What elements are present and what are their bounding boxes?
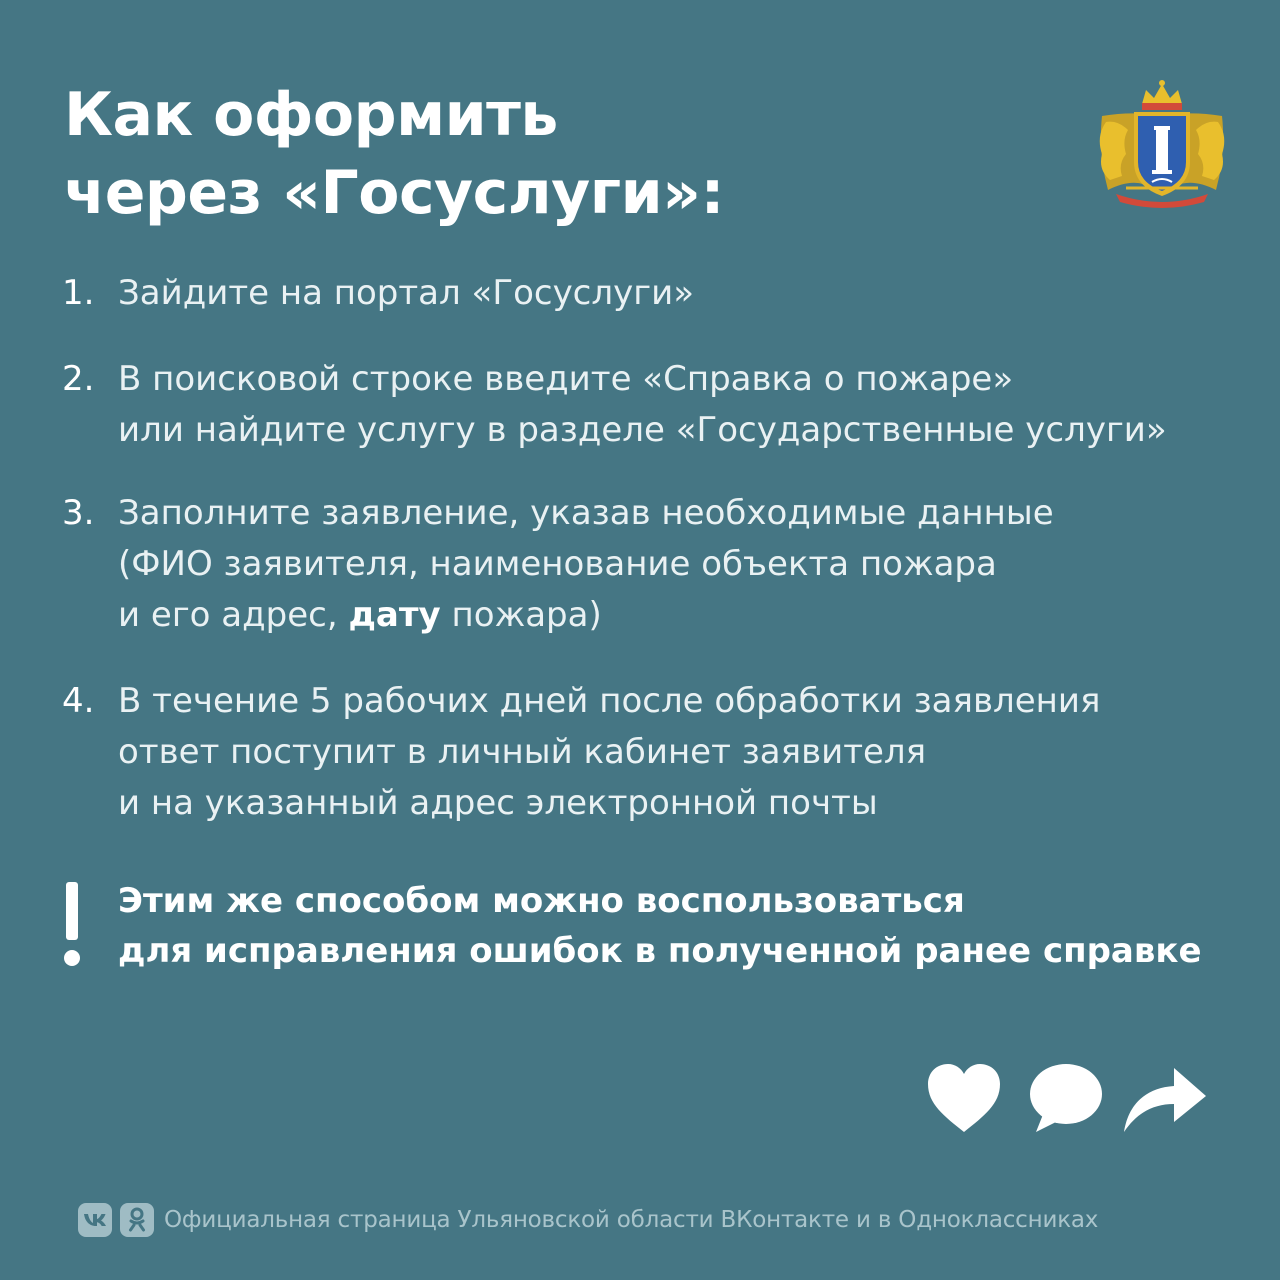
title-line-1: Как оформить (64, 80, 558, 150)
step-number: 1. (62, 273, 95, 313)
step-text: Заполните заявление, указав необходимые данные (ФИО заявителя, наименование объекта пожара и его адрес, дату пожара) (118, 493, 1054, 635)
note-text: Этим же способом можно воспользоваться для исправления ошибок в полученной ранее справке (118, 881, 1202, 971)
post-actions (920, 1060, 1220, 1140)
step-text: В течение 5 рабочих дней после обработки заявления ответ поступит в личный кабинет заявителя и на указанный адрес электронной почты (118, 681, 1101, 823)
share-arrow-icon[interactable] (1120, 1060, 1210, 1136)
step-text: В поисковой строке введите «Справка о пожаре» или найдите услугу в разделе «Государственные услуги» (118, 359, 1167, 450)
odnoklassniki-logo-icon[interactable] (120, 1203, 154, 1237)
exclamation-icon (56, 876, 88, 972)
footer (78, 1200, 1098, 1240)
title-line-2: через «Госуслуги»: (64, 158, 724, 228)
step-number: 2. (62, 359, 95, 399)
step-text: Зайдите на портал «Госуслуги» (118, 273, 694, 313)
step-number: 4. (62, 681, 95, 721)
step-number: 3. (62, 493, 95, 533)
coat-of-arms-icon (1092, 74, 1232, 210)
comment-icon[interactable] (1026, 1060, 1106, 1136)
heart-icon[interactable] (924, 1060, 1004, 1136)
vk-logo-icon[interactable] (78, 1203, 112, 1237)
page-title (64, 76, 724, 232)
highlighted-word: дату (348, 595, 441, 635)
footer-text: Официальная страница Ульяновской области ВКонтакте и в Одноклассниках (164, 1207, 1099, 1233)
